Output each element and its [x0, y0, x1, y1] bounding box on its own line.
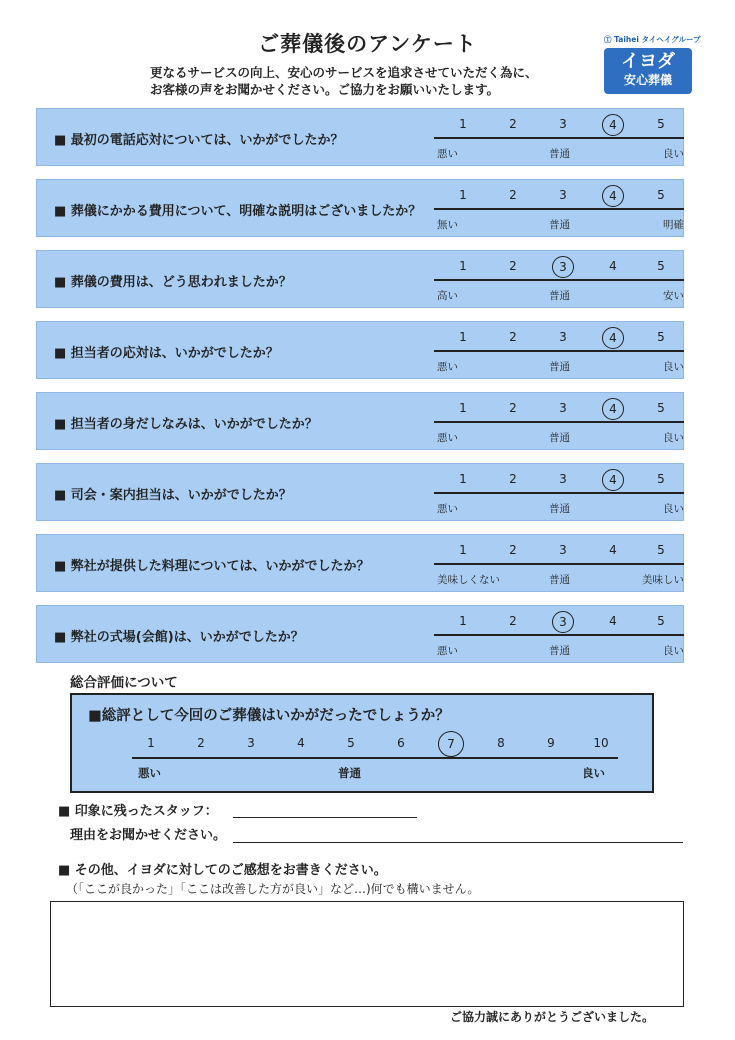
scale-label-low: 悪い	[437, 148, 458, 160]
question-text: ■ 司会・案内担当は、いかがでしたか？	[54, 488, 292, 503]
thanks-text: ご協力誠にありがとうございました。	[450, 1010, 655, 1024]
rating-option[interactable]: 5	[657, 117, 665, 131]
overall-rating-option-selected[interactable]: 7	[438, 731, 464, 757]
overall-rating-option[interactable]: 6	[397, 736, 405, 750]
scale-label-high: 良い	[663, 503, 684, 515]
company-logo	[604, 34, 701, 94]
rating-option[interactable]: 5	[657, 259, 665, 273]
logo-group-line	[604, 34, 701, 46]
scale-line	[434, 421, 684, 423]
scale-label-low: 悪い	[437, 645, 458, 657]
rating-scale	[439, 186, 684, 204]
scale-label-low: 無い	[437, 219, 458, 231]
question-row	[36, 534, 684, 592]
overall-rating-box	[70, 693, 654, 793]
question-text: ■ 弊社が提供した料理については、いかがでしたか？	[54, 559, 370, 574]
logo-group: タイヘイグループ	[641, 35, 701, 44]
rating-option[interactable]: 2	[509, 401, 517, 415]
scale-line	[434, 563, 684, 565]
rating-option[interactable]: 1	[459, 117, 467, 131]
question-text: ■ 最初の電話応対については、いかがでしたか？	[54, 133, 344, 148]
reason-input-line[interactable]	[233, 842, 683, 843]
rating-scale	[439, 328, 684, 346]
page-title: ご葬儀後のアンケート	[258, 32, 477, 56]
scale-label-low: 美味しくない	[437, 574, 500, 586]
rating-option-selected[interactable]: 3	[552, 256, 574, 278]
rating-scale	[439, 399, 684, 417]
question-row	[36, 321, 684, 379]
overall-scale-line	[132, 757, 618, 759]
rating-option[interactable]: 2	[509, 472, 517, 486]
scale-label-mid: 普通	[549, 361, 570, 373]
question-row	[36, 392, 684, 450]
question-row	[36, 179, 684, 237]
subtitle-line-1: 更なるサービスの向上、安心のサービスを追求させていただく為に、	[150, 65, 538, 80]
rating-option-selected[interactable]: 4	[602, 327, 624, 349]
overall-low-label: 悪い	[138, 766, 161, 780]
scale-label-high: 美味しい	[642, 574, 684, 586]
rating-option[interactable]: 2	[509, 259, 517, 273]
scale-label-mid: 普通	[549, 219, 570, 231]
scale-label-high: 明確	[663, 219, 684, 231]
rating-scale	[439, 470, 684, 488]
comments-label: ■ その他、イヨダに対してのご感想をお書きください。	[58, 863, 387, 878]
scale-line	[434, 137, 684, 139]
overall-rating-option[interactable]: 4	[297, 736, 305, 750]
scale-label-low: 悪い	[437, 361, 458, 373]
rating-option[interactable]: 4	[609, 543, 617, 557]
rating-option[interactable]: 5	[657, 188, 665, 202]
overall-rating-option[interactable]: 3	[247, 736, 255, 750]
rating-option-selected[interactable]: 4	[602, 398, 624, 420]
rating-option[interactable]: 4	[609, 614, 617, 628]
overall-rating-option[interactable]: 10	[593, 736, 609, 750]
scale-line	[434, 492, 684, 494]
scale-label-high: 良い	[663, 432, 684, 444]
scale-label-mid: 普通	[549, 574, 570, 586]
rating-option[interactable]: 5	[657, 401, 665, 415]
rating-option[interactable]: 1	[459, 188, 467, 202]
rating-option-selected[interactable]: 4	[602, 185, 624, 207]
scale-label-high: 良い	[663, 148, 684, 160]
question-row	[36, 108, 684, 166]
scale-line	[434, 279, 684, 281]
question-row	[36, 463, 684, 521]
question-text: ■ 担当者の身だしなみは、いかがでしたか？	[54, 417, 318, 432]
subtitle-line-2: お客様の声をお聞かせください。ご協力をお願いいたします。	[150, 82, 500, 97]
rating-option[interactable]: 3	[559, 117, 567, 131]
reason-label: 理由をお聞かせください。	[70, 828, 227, 843]
logo-brand: Taihei	[614, 35, 639, 44]
rating-option[interactable]: 1	[459, 330, 467, 344]
rating-option[interactable]: 4	[609, 259, 617, 273]
overall-rating-option[interactable]: 5	[347, 736, 355, 750]
page-subtitle	[150, 64, 538, 98]
rating-option-selected[interactable]: 3	[552, 611, 574, 633]
logo-name: イヨダ	[621, 51, 675, 72]
overall-rating-option[interactable]: 1	[147, 736, 155, 750]
scale-label-high: 良い	[663, 361, 684, 373]
rating-option[interactable]: 5	[657, 543, 665, 557]
scale-label-high: 良い	[663, 645, 684, 657]
scale-line	[434, 350, 684, 352]
rating-option[interactable]: 1	[459, 472, 467, 486]
overall-high-label: 良い	[582, 766, 605, 780]
overall-rating-option[interactable]: 8	[497, 736, 505, 750]
rating-scale	[439, 115, 684, 133]
scale-label-mid: 普通	[549, 290, 570, 302]
overall-mid-label: 普通	[338, 766, 361, 780]
rating-option-selected[interactable]: 4	[602, 114, 624, 136]
rating-option[interactable]: 1	[459, 259, 467, 273]
question-text: ■ 葬儀の費用は、どう思われましたか？	[54, 275, 292, 290]
rating-option[interactable]: 2	[509, 614, 517, 628]
question-row	[36, 250, 684, 308]
rating-option[interactable]: 5	[657, 472, 665, 486]
overall-heading: 総合評価について	[70, 675, 178, 691]
staff-input-line[interactable]	[233, 817, 417, 818]
overall-question: ■総評として今回のご葬儀はいかがだったでしょうか？	[88, 708, 450, 724]
question-text: ■ 弊社の式場(会館)は、いかがでしたか？	[54, 630, 304, 645]
scale-label-mid: 普通	[549, 645, 570, 657]
rating-scale	[439, 257, 684, 275]
rating-option[interactable]: 2	[509, 543, 517, 557]
rating-option[interactable]: 2	[509, 188, 517, 202]
rating-option[interactable]: 3	[559, 188, 567, 202]
rating-option[interactable]: 5	[657, 614, 665, 628]
question-text: ■ 担当者の応対は、いかがでしたか？	[54, 346, 279, 361]
rating-option[interactable]: 3	[559, 401, 567, 415]
rating-option[interactable]: 2	[509, 330, 517, 344]
rating-option[interactable]: 1	[459, 614, 467, 628]
rating-option[interactable]: 3	[559, 330, 567, 344]
rating-option[interactable]: 3	[559, 543, 567, 557]
scale-label-mid: 普通	[549, 148, 570, 160]
scale-label-high: 安い	[663, 290, 684, 302]
logo-badge	[604, 48, 692, 94]
comments-field[interactable]	[50, 901, 684, 1007]
overall-rating-option[interactable]: 9	[547, 736, 555, 750]
comments-note: （「ここが良かった」「ここは改善した方が良い」など…)何でも構いません。	[66, 882, 480, 896]
rating-option[interactable]: 1	[459, 401, 467, 415]
scale-label-low: 高い	[437, 290, 458, 302]
rating-option[interactable]: 3	[559, 472, 567, 486]
logo-tagline: 安心葬儀	[623, 73, 672, 87]
taihei-icon: Ⓣ	[604, 35, 612, 44]
rating-option-selected[interactable]: 4	[602, 469, 624, 491]
overall-rating-option[interactable]: 2	[197, 736, 205, 750]
scale-label-low: 悪い	[437, 503, 458, 515]
rating-option[interactable]: 2	[509, 117, 517, 131]
rating-option[interactable]: 1	[459, 543, 467, 557]
scale-label-mid: 普通	[549, 432, 570, 444]
rating-option[interactable]: 5	[657, 330, 665, 344]
scale-line	[434, 208, 684, 210]
question-row	[36, 605, 684, 663]
scale-label-low: 悪い	[437, 432, 458, 444]
scale-line	[434, 634, 684, 636]
rating-scale	[439, 612, 684, 630]
rating-scale	[439, 541, 684, 559]
scale-label-mid: 普通	[549, 503, 570, 515]
staff-label: ■ 印象に残ったスタッフ：	[58, 804, 218, 819]
question-text: ■ 葬儀にかかる費用について、明確な説明はございましたか？	[54, 204, 422, 219]
